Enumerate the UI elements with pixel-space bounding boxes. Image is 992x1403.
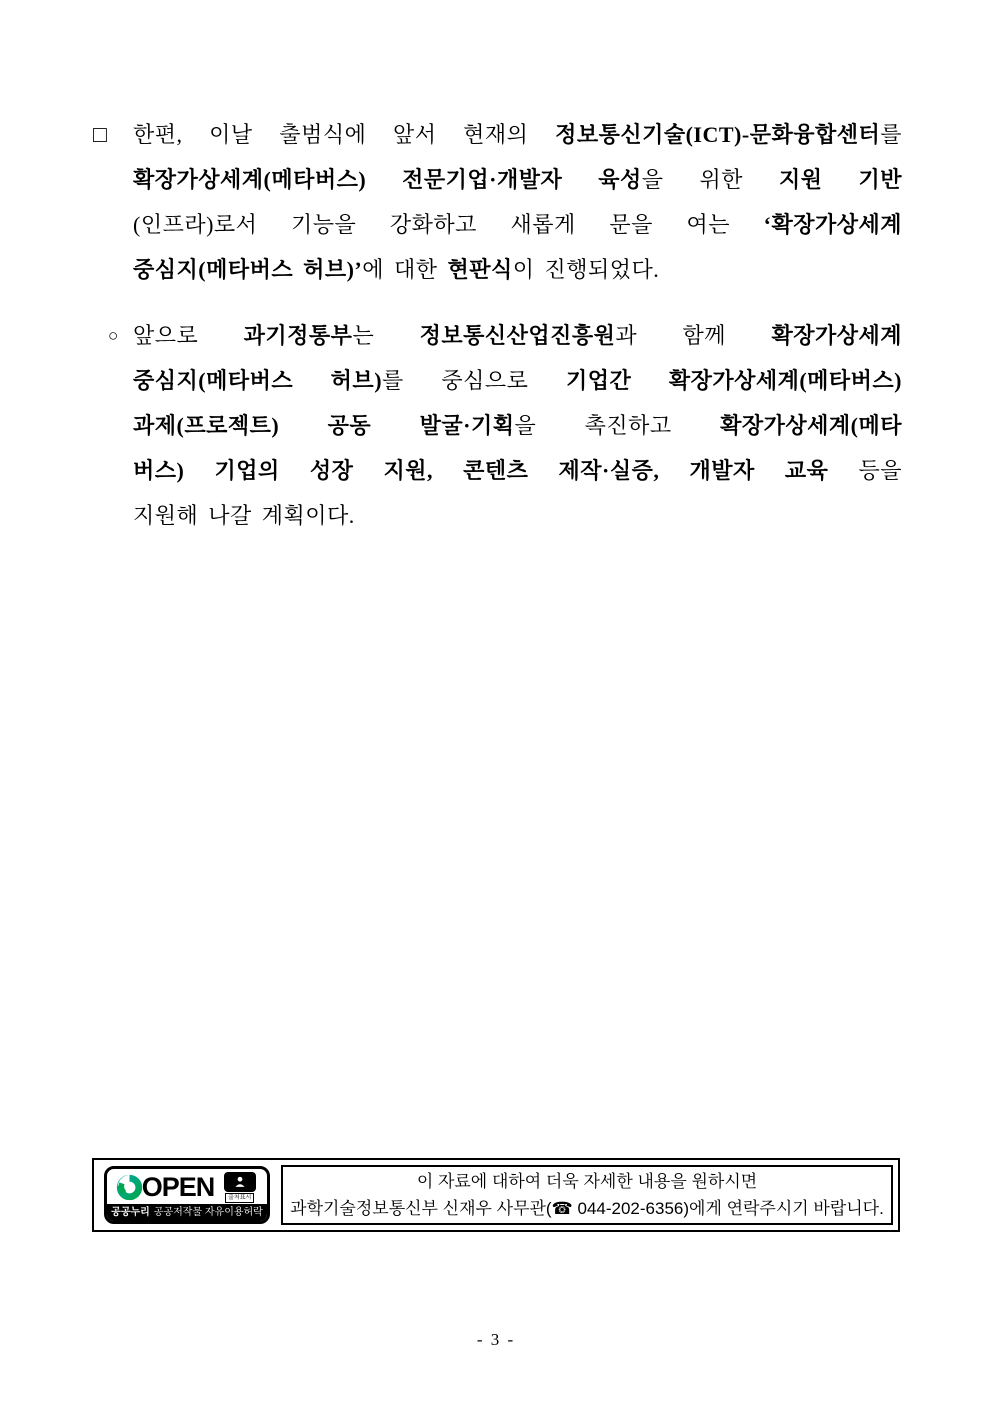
text-line [133, 247, 902, 292]
contact-line-2: 과학기술정보통신부 신재우 사무관(☎ 044-202-6356)에게 연락주시기 바랍니다. [290, 1199, 884, 1218]
contact-line-1: 이 자료에 대하여 더욱 자세한 내용을 원하시면 [416, 1172, 758, 1191]
page-number: - 3 - [476, 1330, 516, 1349]
text-line [133, 202, 902, 247]
paragraph-lines [133, 313, 902, 538]
text-segment: 앞으로 [133, 323, 244, 348]
bold-text-segment: 중심지(메타버스 허브)’ [133, 257, 363, 282]
open-label: OPEN [141, 1171, 215, 1202]
text-segment: 을 촉진하고 [514, 413, 721, 438]
circle-bullet-marker: ○ [108, 326, 119, 345]
text-line [133, 403, 902, 448]
contact-text-box [281, 1165, 893, 1225]
bold-text-segment: 확장가상세계 [771, 323, 902, 348]
bold-text-segment: 기업간 확장가상세계(메타버스) [565, 368, 902, 393]
text-segment: 이 진행되었다. [512, 257, 660, 282]
text-segment: 를 [880, 122, 902, 147]
attribution-badge [221, 1172, 258, 1203]
square-bullet-marker: □ [93, 122, 107, 147]
bold-text-segment: 지원 기반 [779, 167, 902, 192]
bold-text-segment: 현판식 [447, 257, 513, 282]
bold-text-segment: ‘확장가상세계 [763, 212, 902, 237]
bold-text-segment: 버스) 기업의 성장 지원, 콘텐츠 제작·실증, 개발자 교육 [133, 458, 829, 483]
text-line [133, 112, 902, 157]
bold-text-segment: 정보통신산업진흥원 [419, 323, 616, 348]
text-segment: 과 함께 [615, 323, 772, 348]
paragraph-plaque-ceremony [93, 112, 902, 292]
paragraph-lines [133, 112, 902, 292]
contact-info-box [92, 1158, 900, 1232]
text-segment: 을 위한 [641, 167, 779, 192]
text-line [133, 157, 902, 202]
kogl-swirl-icon [116, 1174, 143, 1201]
text-segment: 지원해 나갈 계획이다. [133, 503, 355, 528]
text-segment: 등을 [828, 458, 902, 483]
text-segment: 를 중심으로 [382, 368, 566, 393]
bold-text-segment: 확장가상세계(메타버스) 전문기업·개발자 육성 [133, 167, 642, 192]
kogl-open-logo [104, 1166, 270, 1224]
bold-text-segment: 중심지(메타버스 허브) [133, 368, 383, 393]
kogl-logo-cell [99, 1165, 275, 1225]
kogl-logo-bar [107, 1204, 267, 1221]
bold-text-segment: 확장가상세계(메타 [720, 413, 902, 438]
body-content [93, 112, 902, 538]
text-segment: 한편, 이날 출범식에 앞서 현재의 [133, 122, 556, 147]
bold-text-segment: 과제(프로젝트) 공동 발굴·기획 [133, 413, 515, 438]
attribution-badge-label: 출처표시 [225, 1193, 254, 1203]
kogl-logo-top [107, 1169, 267, 1204]
text-line [133, 493, 902, 538]
bold-text-segment: 과기정통부 [243, 323, 353, 348]
text-line [133, 313, 902, 358]
bold-text-segment: 정보통신기술(ICT)-문화융합센터 [555, 122, 881, 147]
text-line [133, 448, 902, 493]
paragraph-future-plan [93, 313, 902, 538]
text-line [133, 358, 902, 403]
open-wordmark [116, 1172, 215, 1203]
text-segment: 는 [352, 323, 420, 348]
person-icon [224, 1172, 256, 1192]
kogl-bar-brand: 공공누리 [111, 1207, 150, 1218]
text-segment: (인프라)로서 기능을 강화하고 새롭게 문을 여는 [133, 212, 764, 237]
text-segment: 에 대한 [362, 257, 448, 282]
kogl-bar-text: 공공저작물 자유이용허락 [153, 1207, 263, 1218]
